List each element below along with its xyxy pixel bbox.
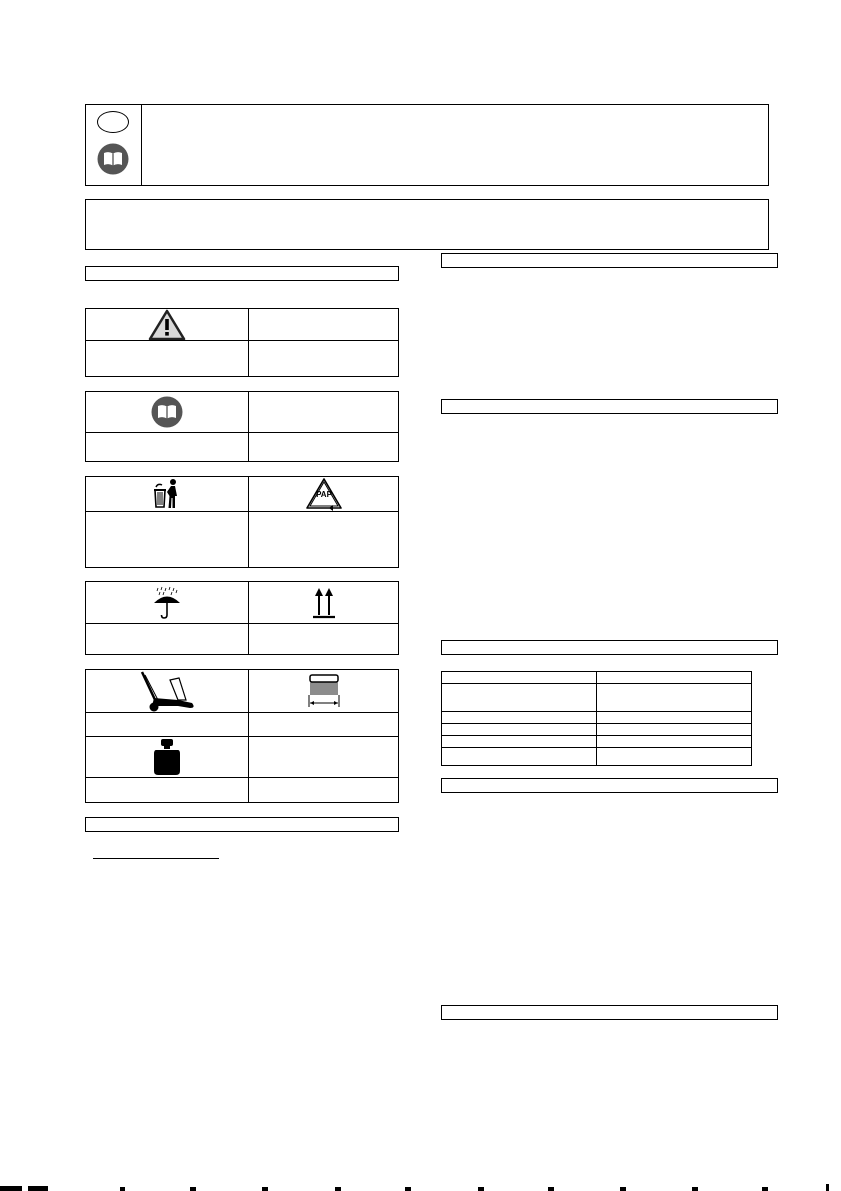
symbol-table-product (85, 669, 399, 803)
header-divider (141, 105, 142, 185)
waste-bin-icon (150, 478, 184, 510)
symbol-table-disposal (85, 476, 399, 568)
recycle-label: PAP (315, 490, 332, 499)
tech-table-col-divider (596, 671, 597, 766)
symbol-cell-recycle (248, 476, 399, 512)
language-badge-icon (97, 111, 129, 133)
symbol-cell-keep-dry (85, 581, 249, 624)
weight-icon (152, 738, 182, 776)
tech-table-row-line (441, 735, 752, 736)
footer-edge-marks (0, 1183, 841, 1191)
symbol-cell-brush-width (248, 669, 399, 713)
section-bar-right-1 (441, 253, 778, 268)
section-bar-right-4 (441, 778, 778, 793)
pap-recycle-icon (305, 477, 343, 511)
umbrella-keep-dry-icon (152, 586, 182, 620)
sweeper-icon (134, 670, 200, 712)
symbol-cell-manual (85, 391, 249, 433)
symbol-table-warning (85, 308, 399, 377)
tech-table-row-line (441, 723, 752, 724)
section-bar-technical-data (441, 640, 778, 655)
symbol-text-cell (248, 777, 399, 803)
symbol-text-cell (85, 712, 249, 737)
tech-table-row-line (441, 683, 752, 684)
read-manual-icon (97, 143, 129, 175)
symbol-cell-sweeper (85, 669, 249, 713)
section-bar-right-5 (441, 1005, 778, 1020)
section-bar-safety (85, 817, 399, 832)
technical-data-table (441, 671, 752, 766)
tech-table-row-line (441, 747, 752, 748)
symbol-text-cell (248, 391, 399, 433)
symbol-text-cell (85, 777, 249, 803)
symbol-text-cell (248, 712, 399, 737)
symbol-text-cell (85, 340, 249, 377)
notice-box (85, 199, 769, 250)
section-bar-symbols (85, 266, 399, 281)
underline-rule (93, 858, 219, 859)
symbol-cell-this-way-up (248, 581, 399, 624)
symbol-text-cell (248, 623, 399, 655)
symbol-text-cell (85, 432, 249, 462)
tech-table-row-line (441, 711, 752, 712)
symbol-text-cell (85, 511, 249, 568)
symbol-text-cell (248, 340, 399, 377)
read-manual-icon (151, 396, 183, 428)
symbol-table-manual (85, 391, 399, 462)
symbol-cell-warning (85, 308, 249, 341)
symbol-text-cell (248, 511, 399, 568)
symbol-table-handling (85, 581, 399, 655)
symbol-text-cell (248, 736, 399, 778)
symbol-text-cell (85, 623, 249, 655)
symbol-cell-weight (85, 736, 249, 778)
section-bar-right-2 (441, 399, 778, 414)
warning-triangle-icon (148, 309, 186, 341)
brush-width-icon (304, 673, 344, 709)
symbol-text-cell (248, 308, 399, 341)
symbol-cell-waste-bin (85, 476, 249, 512)
header-box (85, 104, 769, 186)
symbol-text-cell (248, 432, 399, 462)
this-way-up-icon (311, 586, 337, 620)
